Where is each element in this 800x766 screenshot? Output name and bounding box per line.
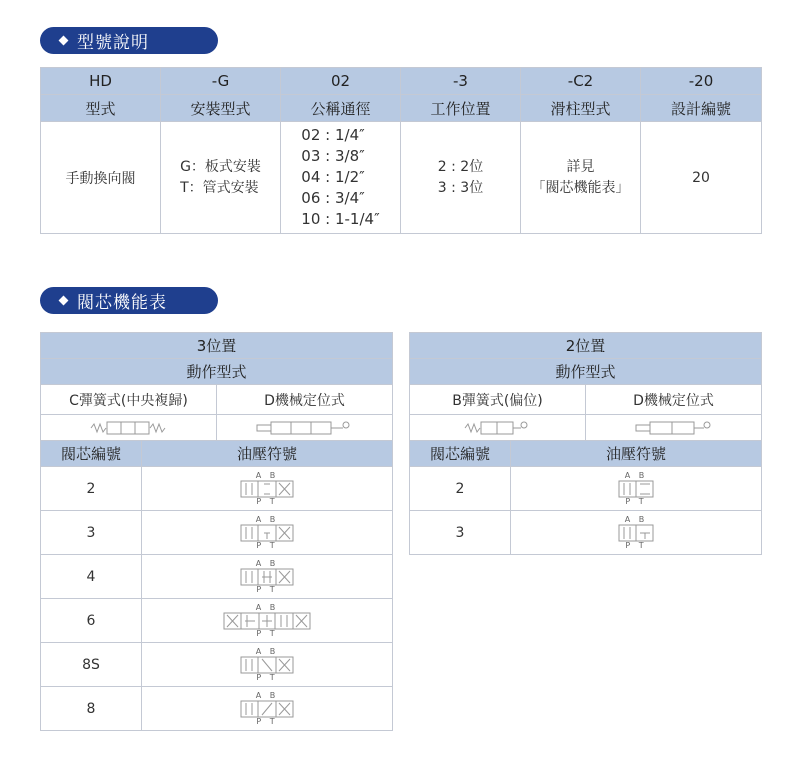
port-label-top: A B <box>624 470 648 480</box>
port-label-bottom: P T <box>256 672 278 682</box>
size-value: 04 : 1/2″ <box>301 168 365 186</box>
action-type-b: B彈簧式(偏位) <box>410 385 586 415</box>
spring-center-valve-icon <box>89 420 169 436</box>
port-label-bottom: P T <box>256 584 278 594</box>
header-cell: 公稱通徑 <box>281 95 401 122</box>
section-title-text: 閥芯機能表 <box>77 293 167 313</box>
code-cell: -G <box>161 68 281 95</box>
spool-code: 8S <box>41 643 142 687</box>
col-header-symbol: 油壓符號 <box>511 441 762 467</box>
position-values <box>401 122 521 234</box>
header-row <box>41 95 762 122</box>
type-value: 手動換向閥 <box>41 122 161 234</box>
spool-8s-symbol-icon <box>240 656 294 674</box>
spool-4-symbol-icon <box>240 568 294 586</box>
spool-code: 2 <box>41 467 142 511</box>
header-cell: 型式 <box>41 95 161 122</box>
table-title: 2位置 <box>410 333 762 359</box>
design-value: 20 <box>641 122 762 234</box>
port-label-top: A B <box>255 646 279 656</box>
port-label-top: A B <box>255 558 279 568</box>
port-label-top: A B <box>624 514 648 524</box>
action-type-c: C彈簧式(中央複歸) <box>41 385 217 415</box>
size-values <box>281 122 401 234</box>
spool-8-symbol-icon <box>240 700 294 718</box>
section-title-text: 型號說明 <box>77 33 149 53</box>
spring-2pos-symbol <box>410 415 586 441</box>
detent-2pos-symbol <box>586 415 762 441</box>
port-label-bottom: P T <box>256 496 278 506</box>
spring-offset-valve-icon <box>463 420 533 436</box>
header-cell: 安裝型式 <box>161 95 281 122</box>
spool-value: 「閥芯機能表」 <box>531 179 630 196</box>
diamond-icon <box>59 296 69 306</box>
port-label-bottom: P T <box>256 540 278 550</box>
table-row <box>410 467 762 511</box>
port-label-top: A B <box>255 690 279 700</box>
spool-values <box>521 122 641 234</box>
header-cell: 工作位置 <box>401 95 521 122</box>
table-row <box>41 643 393 687</box>
diamond-icon <box>59 36 69 46</box>
spool-code: 4 <box>41 555 142 599</box>
size-value: 06 : 3/4″ <box>301 189 365 207</box>
position-value: 3 : 3位 <box>437 179 484 196</box>
action-type-d: D機械定位式 <box>586 385 762 415</box>
port-label-bottom: P T <box>625 496 647 506</box>
table-row <box>410 511 762 555</box>
code-row <box>41 68 762 95</box>
position-value: 2 : 2位 <box>437 158 484 175</box>
code-cell: 02 <box>281 68 401 95</box>
table-subtitle: 動作型式 <box>410 359 762 385</box>
table-row <box>41 687 393 731</box>
port-label-top: A B <box>255 470 279 480</box>
col-header-spool-no: 閥芯編號 <box>410 441 511 467</box>
detent-valve-icon <box>634 420 714 436</box>
code-cell: HD <box>41 68 161 95</box>
table-row <box>41 511 393 555</box>
detent-valve-icon <box>255 420 355 436</box>
size-value: 10 : 1-1/4″ <box>301 210 380 228</box>
code-cell: -3 <box>401 68 521 95</box>
two-position-table <box>409 332 762 555</box>
spool-code: 3 <box>41 511 142 555</box>
code-cell: -C2 <box>521 68 641 95</box>
mount-values <box>161 122 281 234</box>
spring-3pos-symbol <box>41 415 217 441</box>
header-cell: 滑柱型式 <box>521 95 641 122</box>
spool-code: 6 <box>41 599 142 643</box>
port-label-top: A B <box>255 602 279 612</box>
spool-code: 2 <box>410 467 511 511</box>
col-header-spool-no: 閥芯編號 <box>41 441 142 467</box>
port-label-top: A B <box>255 514 279 524</box>
spool-3-symbol-icon <box>618 524 654 542</box>
spool-2-symbol-icon <box>618 480 654 498</box>
port-label-bottom: P T <box>256 628 278 638</box>
mount-value: T：管式安裝 <box>180 179 259 196</box>
header-cell: 設計編號 <box>641 95 762 122</box>
port-label-bottom: P T <box>625 540 647 550</box>
section-title-spool-function <box>40 287 218 314</box>
action-type-d: D機械定位式 <box>217 385 393 415</box>
spool-6-symbol-icon <box>223 612 311 630</box>
col-header-symbol: 油壓符號 <box>142 441 393 467</box>
table-row <box>41 467 393 511</box>
three-position-table <box>40 332 393 731</box>
table-row <box>41 599 393 643</box>
spool-2-symbol-icon <box>240 480 294 498</box>
mount-value: G：板式安裝 <box>180 158 261 175</box>
table-title: 3位置 <box>41 333 393 359</box>
value-row <box>41 122 762 234</box>
port-label-bottom: P T <box>256 716 278 726</box>
model-spec-table <box>40 67 762 234</box>
spool-3-symbol-icon <box>240 524 294 542</box>
table-row <box>41 555 393 599</box>
size-value: 03 : 3/8″ <box>301 147 365 165</box>
spool-value: 詳見 <box>566 158 595 175</box>
spool-code: 3 <box>410 511 511 555</box>
code-cell: -20 <box>641 68 762 95</box>
detent-3pos-symbol <box>217 415 393 441</box>
table-subtitle: 動作型式 <box>41 359 393 385</box>
size-value: 02 : 1/4″ <box>301 126 365 144</box>
section-title-model-description <box>40 27 218 54</box>
spool-code: 8 <box>41 687 142 731</box>
